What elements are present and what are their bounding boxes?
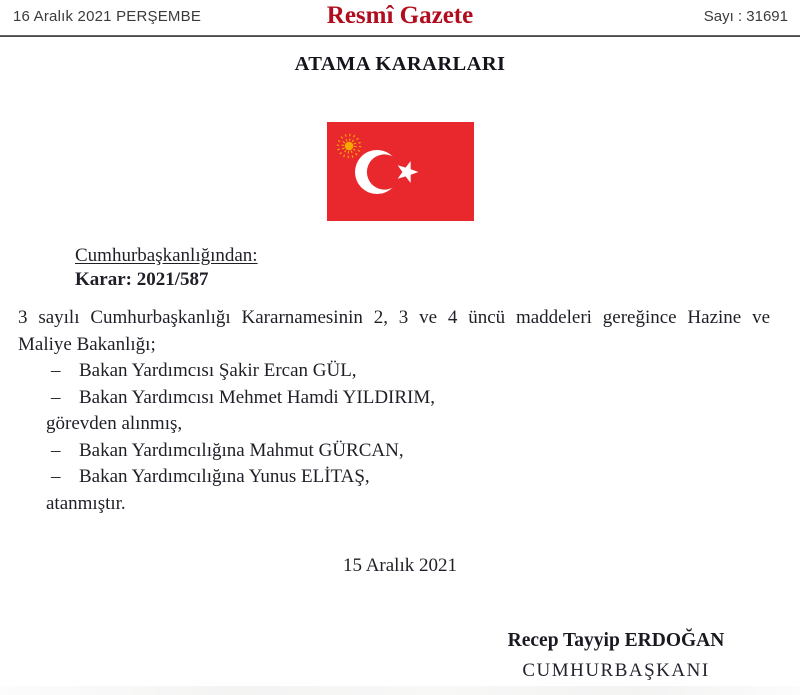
list-dash: – <box>51 466 61 487</box>
signature-block <box>470 627 762 684</box>
masthead-issue-number: Sayı : 31691 <box>703 8 788 25</box>
issuing-authority: Cumhurbaşkanlığından: <box>75 245 258 266</box>
masthead <box>0 0 800 35</box>
list-item <box>0 464 800 491</box>
decision-date: 15 Aralık 2021 <box>343 555 457 576</box>
body-line-1: 3 sayılı Cumhurbaşkanlığı Kararnamesinin 2, 3 ve 4 üncü maddeleri gereğince Hazine ve <box>18 307 770 328</box>
list-dash: – <box>51 360 61 381</box>
list-item <box>0 358 800 385</box>
body-line-2: Maliye Bakanlığı; <box>18 333 156 355</box>
masthead-date: 16 Aralık 2021 PERŞEMBE <box>13 8 202 25</box>
appointed-official-2: Bakan Yardımcılığına Yunus ELİTAŞ, <box>79 466 370 487</box>
appointed-official-1: Bakan Yardımcılığına Mahmut GÜRCAN, <box>79 439 404 461</box>
turkish-presidential-flag-icon <box>327 122 474 221</box>
list-dash: – <box>51 439 61 461</box>
appointment-closing: atanmıştır. <box>46 492 126 514</box>
dismissal-closing: görevden alınmış, <box>46 413 183 434</box>
dismissed-official-1: Bakan Yardımcısı Şakir Ercan GÜL, <box>79 360 357 381</box>
section-title: ATAMA KARARLARI <box>294 53 506 75</box>
signatory-title: CUMHURBAŞKANI <box>522 660 710 681</box>
decision-list <box>0 358 800 517</box>
masthead-divider <box>0 35 800 37</box>
list-item <box>0 438 800 465</box>
signatory-name: Recep Tayyip ERDOĞAN <box>507 630 725 651</box>
list-item <box>0 385 800 412</box>
decision-number: Karar: 2021/587 <box>75 269 209 290</box>
gazette-title: Resmî Gazete <box>326 2 474 29</box>
dismissed-official-2: Bakan Yardımcısı Mehmet Hamdi YILDIRIM, <box>79 386 436 408</box>
decision-body <box>18 305 770 358</box>
list-dash: – <box>51 386 61 408</box>
scan-artifact <box>0 686 800 695</box>
